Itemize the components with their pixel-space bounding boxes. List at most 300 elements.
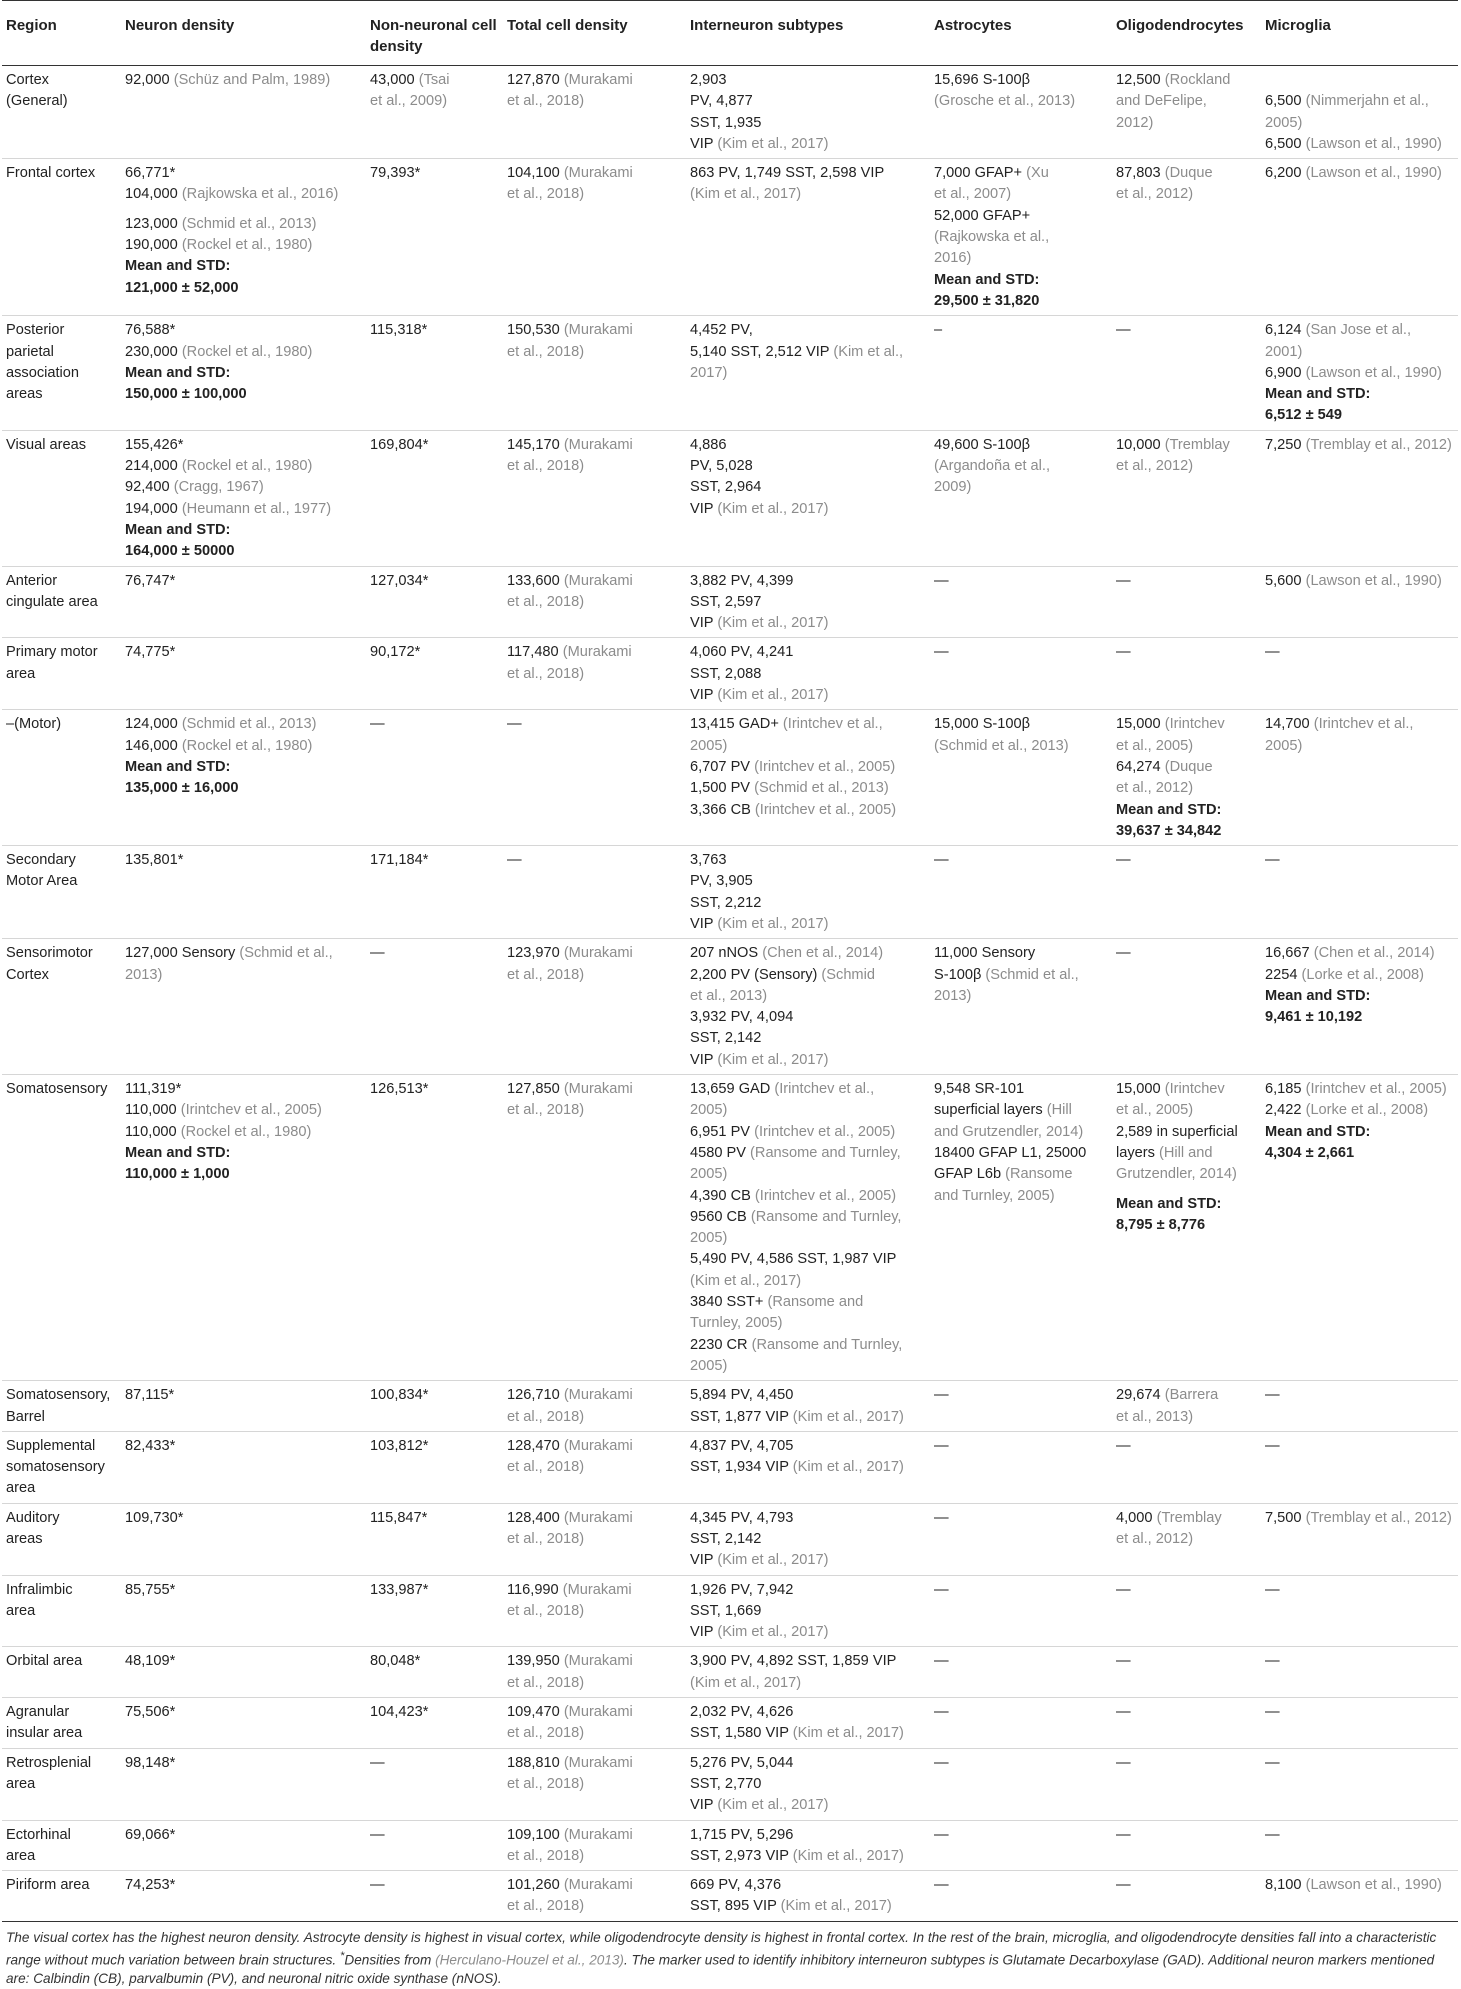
header-oligodendrocytes: Oligodendrocytes	[1112, 1, 1261, 66]
cell-line	[690, 736, 926, 757]
cell-line	[1265, 1436, 1454, 1457]
cell-line	[690, 943, 926, 964]
cell-line	[6, 1407, 117, 1428]
citation-text: (Rockel et al., 1980)	[181, 343, 313, 360]
value-text: 109,470	[507, 1704, 564, 1721]
cell-line	[1116, 642, 1257, 663]
microglia-cell	[1261, 1503, 1458, 1575]
cell-line	[690, 1622, 926, 1643]
total-density-cell	[503, 939, 686, 1075]
citation-text: (Rockel et al., 1980)	[181, 458, 313, 475]
cell-line	[690, 1896, 926, 1917]
region-cell	[2, 1748, 121, 1820]
non-neuronal-density-cell	[366, 939, 503, 1075]
value-text: S-100β	[934, 966, 986, 983]
microglia-cell	[1261, 1381, 1458, 1432]
value-text: 6,500	[1265, 135, 1306, 152]
cell-line	[934, 1385, 1108, 1406]
value-text: 169,804*	[370, 436, 429, 453]
value-text: —	[1116, 1653, 1131, 1670]
cell-line	[690, 1508, 926, 1529]
cell-line	[125, 778, 362, 799]
value-text: 155,426*	[125, 436, 184, 453]
region-cell	[2, 66, 121, 159]
value-text: Sensorimotor	[6, 945, 93, 962]
value-text: 76,747*	[125, 572, 176, 589]
cell-line	[934, 291, 1108, 312]
total-density-cell	[503, 1075, 686, 1381]
table-row	[2, 939, 1458, 1075]
value-text: 164,000 ± 50000	[125, 543, 235, 560]
neuron-density-cell	[121, 1871, 366, 1922]
caption-citation: (Herculano-Houzel et al., 2013)	[435, 1952, 624, 1968]
cell-line	[6, 642, 117, 663]
astrocytes-cell	[930, 939, 1112, 1075]
table-row	[2, 1698, 1458, 1749]
citation-text: (Murakami	[562, 644, 632, 661]
cell-line	[1116, 757, 1257, 778]
value-text: 133,600	[507, 572, 564, 589]
cell-line	[1116, 435, 1257, 456]
cell-line	[507, 1079, 682, 1100]
cell-line	[1265, 642, 1454, 663]
cell-line	[507, 1508, 682, 1529]
value-text: 6,500	[1265, 93, 1306, 110]
cell-line	[507, 1774, 682, 1795]
cell-line	[690, 1122, 926, 1143]
citation-text: et al., 2018)	[507, 343, 585, 360]
cell-line	[934, 248, 1108, 269]
citation-text: et al., 2018)	[507, 186, 585, 203]
citation-text: (Kim et al., 2017)	[717, 1051, 829, 1068]
microglia-cell	[1261, 430, 1458, 566]
citation-text: (Rajkowska et al.,	[934, 229, 1050, 246]
cell-line	[125, 1508, 362, 1529]
region-cell	[2, 638, 121, 710]
cell-line	[1116, 91, 1257, 112]
value-text: 2,200 PV (Sensory)	[690, 966, 822, 983]
citation-text: (Schmid et al.,	[239, 945, 333, 962]
non-neuronal-density-cell	[366, 1381, 503, 1432]
value-text: SST, 2,973 VIP	[690, 1847, 793, 1864]
oligodendrocytes-cell	[1112, 1820, 1261, 1871]
header-neuron-density: Neuron density	[121, 1, 366, 66]
cell-line	[6, 1825, 117, 1846]
cell-line	[934, 736, 1108, 757]
cell-line	[690, 1457, 926, 1478]
value-text: —	[1116, 572, 1131, 589]
value-text: —	[1265, 852, 1280, 869]
microglia-cell	[1261, 1698, 1458, 1749]
cell-line	[6, 1651, 117, 1672]
value-text: SST, 2,964	[690, 479, 762, 496]
value-text: PV, 4,877	[690, 93, 753, 110]
citation-text: et al., 2018)	[507, 966, 585, 983]
value-text: —	[370, 716, 385, 733]
citation-text: (Kim et al., 2017)	[717, 615, 829, 632]
cell-line	[6, 342, 117, 363]
value-text: cingulate area	[6, 593, 98, 610]
cell-line	[507, 70, 682, 91]
cell-line	[1265, 1825, 1454, 1846]
value-text: SST, 2,088	[690, 665, 762, 682]
value-text: 150,000 ± 100,000	[125, 386, 247, 403]
cell-line	[690, 800, 926, 821]
value-text: 69,066*	[125, 1826, 176, 1843]
cell-line	[1265, 342, 1454, 363]
cell-line	[125, 943, 362, 964]
value-text: SST, 1,935	[690, 114, 762, 131]
cell-line	[934, 1436, 1108, 1457]
citation-text: (Kim et al., 2017)	[792, 1725, 904, 1742]
citation-text: (Murakami	[563, 1653, 633, 1670]
cell-line	[934, 1753, 1108, 1774]
non-neuronal-density-cell	[366, 1503, 503, 1575]
cell-line	[690, 1249, 926, 1270]
cell-line	[1116, 320, 1257, 341]
cell-line	[507, 1723, 682, 1744]
value-text: Mean and STD:	[1265, 987, 1371, 1004]
region-cell	[2, 710, 121, 846]
interneuron-subtypes-cell	[686, 66, 930, 159]
value-text: —	[934, 1653, 949, 1670]
citation-text: (Irintchev et al.,	[774, 1081, 875, 1098]
neuron-density-cell	[121, 939, 366, 1075]
non-neuronal-density-cell	[366, 566, 503, 638]
table-row	[2, 1075, 1458, 1381]
cell-line	[1116, 1753, 1257, 1774]
cell-line	[934, 943, 1108, 964]
value-text: —	[934, 1877, 949, 1894]
header-region: Region	[2, 1, 121, 66]
citation-text: (Duque	[1164, 165, 1213, 182]
cell-line	[507, 571, 682, 592]
value-text: 669 PV, 4,376	[690, 1877, 782, 1894]
cell-line	[690, 1825, 926, 1846]
value-text: 1,500 PV	[690, 780, 755, 797]
interneuron-subtypes-cell	[686, 1075, 930, 1381]
microglia-cell	[1261, 1075, 1458, 1381]
neuron-density-cell	[121, 1381, 366, 1432]
cell-line	[1265, 1875, 1454, 1896]
cell-line	[1116, 1079, 1257, 1100]
citation-text: (Kim et al., 2017)	[717, 500, 829, 517]
cell-line	[125, 736, 362, 757]
value-text: Motor Area	[6, 873, 78, 890]
cell-line	[1116, 1407, 1257, 1428]
cell-line	[125, 384, 362, 405]
astrocytes-cell	[930, 1575, 1112, 1647]
citation-text: (Ransome and Turnley,	[750, 1144, 901, 1161]
cell-line	[1265, 1100, 1454, 1121]
citation-text: (Schmid et al., 2013)	[934, 737, 1069, 754]
value-text: Barrel	[6, 1408, 45, 1425]
non-neuronal-density-cell	[366, 316, 503, 430]
value-text: —	[1116, 1826, 1131, 1843]
cell-line	[934, 1143, 1108, 1164]
citation-text: 2009)	[934, 479, 972, 496]
value-text: SST, 1,877 VIP	[690, 1408, 793, 1425]
cell-line	[125, 757, 362, 778]
cell-line	[690, 1292, 926, 1313]
cell-line	[690, 1795, 926, 1816]
value-text: 139,950	[507, 1653, 564, 1670]
cell-line	[1265, 850, 1454, 871]
cell-line	[690, 134, 926, 155]
citation-text: (Chen et al., 2014)	[762, 945, 884, 962]
cell-line	[6, 714, 117, 735]
cell-line	[934, 714, 1108, 735]
cell-line	[690, 1356, 926, 1377]
astrocytes-cell	[930, 1748, 1112, 1820]
value-text: 5,894 PV, 4,450	[690, 1387, 794, 1404]
astrocytes-cell	[930, 1381, 1112, 1432]
cell-line	[125, 1122, 362, 1143]
total-density-cell	[503, 316, 686, 430]
cell-line	[125, 642, 362, 663]
citation-text: (Murakami	[563, 322, 633, 339]
value-text: 15,000	[1116, 716, 1165, 733]
cell-line	[507, 642, 682, 663]
cell-line	[690, 456, 926, 477]
microglia-cell	[1261, 66, 1458, 159]
oligodendrocytes-cell	[1112, 159, 1261, 316]
non-neuronal-density-cell	[366, 1575, 503, 1647]
cell-line	[1265, 1508, 1454, 1529]
value-text: 230,000	[125, 343, 182, 360]
cell-line	[507, 1651, 682, 1672]
cell-line	[690, 893, 926, 914]
table-caption	[2, 1922, 1458, 1989]
citation-text: et al., 2012)	[1116, 186, 1194, 203]
region-cell	[2, 1871, 121, 1922]
total-density-cell	[503, 1575, 686, 1647]
table-row	[2, 710, 1458, 846]
cell-line	[6, 943, 117, 964]
cell-line	[1116, 1436, 1257, 1457]
value-text: —	[507, 716, 522, 733]
cell-line	[370, 642, 499, 663]
citation-text: and Grutzendler, 2014)	[934, 1123, 1084, 1140]
table-row	[2, 1575, 1458, 1647]
value-text: area	[6, 1775, 36, 1792]
citation-text: (Irintchev et al., 2005)	[754, 801, 897, 818]
microglia-cell	[1261, 1871, 1458, 1922]
citation-text: et al., 2018)	[507, 593, 585, 610]
citation-text: (Kim et al.,	[833, 343, 904, 360]
neuron-density-cell	[121, 1503, 366, 1575]
citation-text: et al., 2012)	[1116, 458, 1194, 475]
value-text: 135,801*	[125, 852, 184, 869]
value-text: layers	[1116, 1144, 1159, 1161]
cell-line	[125, 499, 362, 520]
cell-line	[6, 384, 117, 405]
citation-text: (Cragg, 1967)	[173, 479, 264, 496]
cell-line	[690, 871, 926, 892]
cell-line	[1116, 821, 1257, 842]
cell-line	[1116, 1702, 1257, 1723]
value-text: 5,140 SST, 2,512 VIP	[690, 343, 834, 360]
cell-line	[125, 235, 362, 256]
citation-text: (Rockel et al., 1980)	[180, 1123, 312, 1140]
value-text: 29,674	[1116, 1387, 1165, 1404]
cell-line	[934, 1875, 1108, 1896]
value-text: 110,000	[125, 1123, 181, 1140]
astrocytes-cell	[930, 430, 1112, 566]
value-text: VIP	[690, 1624, 718, 1641]
value-text: insular area	[6, 1725, 83, 1742]
oligodendrocytes-cell	[1112, 430, 1261, 566]
value-text: 15,000	[1116, 1081, 1165, 1098]
value-text: areas	[6, 1531, 43, 1547]
value-text: SST, 2,597	[690, 593, 762, 610]
oligodendrocytes-cell	[1112, 638, 1261, 710]
cell-line	[934, 1100, 1108, 1121]
value-text: 3,882 PV, 4,399	[690, 572, 794, 589]
citation-text: (Murakami	[563, 165, 633, 182]
citation-text: (Kim et al., 2017)	[792, 1408, 904, 1425]
cell-line	[934, 270, 1108, 291]
value-text: —	[1265, 644, 1280, 661]
microglia-cell	[1261, 939, 1458, 1075]
total-density-cell	[503, 566, 686, 638]
cell-line	[1116, 778, 1257, 799]
interneuron-subtypes-cell	[686, 1748, 930, 1820]
cell-line	[370, 320, 499, 341]
cell-line	[125, 1164, 362, 1185]
value-text: —	[1265, 1437, 1280, 1454]
cell-line	[6, 1436, 117, 1457]
cell-line	[1116, 571, 1257, 592]
cell-line	[934, 1508, 1108, 1529]
cell-line	[934, 320, 1108, 341]
oligodendrocytes-cell	[1112, 1503, 1261, 1575]
region-cell	[2, 846, 121, 939]
value-text: 3,932 PV, 4,094	[690, 1009, 794, 1026]
value-text: 3,366 CB	[690, 801, 755, 818]
cell-line	[507, 184, 682, 205]
cell-line	[507, 1896, 682, 1917]
value-text: 111,319*	[125, 1081, 182, 1098]
interneuron-subtypes-cell	[686, 430, 930, 566]
citation-text: 2012)	[1116, 114, 1154, 131]
cell-line	[125, 320, 362, 341]
value-text: Cortex	[6, 966, 49, 983]
value-text: SST, 1,934 VIP	[690, 1459, 793, 1476]
value-text: 8,100	[1265, 1877, 1306, 1894]
citation-text: 2005)	[690, 1357, 728, 1374]
table-row	[2, 316, 1458, 430]
value-text: 2,422	[1265, 1102, 1306, 1119]
value-text: 190,000	[125, 237, 182, 254]
value-text: SST, 2,142	[690, 1030, 762, 1047]
total-density-cell	[503, 638, 686, 710]
cell-line	[690, 1007, 926, 1028]
value-text: Mean and STD:	[1116, 801, 1222, 818]
value-text: 4,304 ± 2,661	[1265, 1144, 1355, 1161]
cell-line	[507, 1753, 682, 1774]
citation-text: (Kim et al., 2017)	[717, 1552, 829, 1569]
cell-density-table	[2, 0, 1458, 1922]
value-text: Agranular	[6, 1704, 70, 1721]
value-text: —	[1116, 1754, 1131, 1771]
citation-text: (Murakami	[563, 1704, 633, 1721]
cell-line	[934, 184, 1108, 205]
value-text: VIP	[690, 500, 718, 517]
oligodendrocytes-cell	[1112, 566, 1261, 638]
cell-line	[1116, 1651, 1257, 1672]
cell-line	[370, 850, 499, 871]
cell-line	[690, 1529, 926, 1550]
total-density-cell	[503, 1871, 686, 1922]
microglia-cell	[1261, 846, 1458, 939]
cell-line	[1265, 1143, 1454, 1164]
citation-text: (Lawson et al., 1990)	[1305, 1877, 1442, 1894]
cell-line	[1265, 1122, 1454, 1143]
value-text: VIP	[690, 1552, 718, 1569]
neuron-density-cell	[121, 1647, 366, 1698]
value-text: 115,847*	[370, 1509, 428, 1526]
cell-line	[370, 1702, 499, 1723]
cell-line	[690, 70, 926, 91]
cell-line	[370, 1580, 499, 1601]
value-text: —	[1265, 1581, 1280, 1598]
oligodendrocytes-cell	[1112, 710, 1261, 846]
microglia-cell	[1261, 710, 1458, 846]
table-row	[2, 1503, 1458, 1575]
astrocytes-cell	[930, 316, 1112, 430]
value-text: 110,000 ± 1,000	[125, 1166, 230, 1183]
table-row	[2, 430, 1458, 566]
cell-line	[6, 1580, 117, 1601]
citation-text: (Hill	[1046, 1102, 1072, 1119]
value-text: Cortex	[6, 72, 49, 88]
astrocytes-cell	[930, 638, 1112, 710]
value-text: 6,124	[1265, 322, 1306, 339]
cell-line	[690, 1228, 926, 1249]
citation-text: (Rockland	[1164, 72, 1231, 88]
value-text: 146,000	[125, 737, 182, 754]
value-text: somatosensory	[6, 1459, 105, 1476]
non-neuronal-density-cell	[366, 1075, 503, 1381]
cell-line	[1116, 456, 1257, 477]
value-text: Frontal cortex	[6, 165, 96, 182]
value-text: 207 nNOS	[690, 945, 763, 962]
value-text: —	[507, 852, 522, 869]
cell-line	[125, 435, 362, 456]
citation-text: (Tremblay et al., 2012)	[1305, 1509, 1452, 1526]
value-text: VIP	[690, 135, 718, 152]
cell-line	[125, 520, 362, 541]
value-text: —	[1116, 322, 1131, 339]
cell-line	[1265, 986, 1454, 1007]
value-text: 4,452 PV,	[690, 322, 753, 339]
cell-line	[1265, 571, 1454, 592]
cell-line	[690, 1875, 926, 1896]
cell-line	[690, 1436, 926, 1457]
oligodendrocytes-cell	[1112, 1075, 1261, 1381]
citation-text: 2005)	[690, 1230, 728, 1247]
citation-text: 2005)	[1265, 737, 1303, 754]
cell-line	[125, 1580, 362, 1601]
table-body	[2, 66, 1458, 1922]
value-text: 2230 CR	[690, 1336, 752, 1353]
cell-line	[934, 986, 1108, 1007]
cell-line	[6, 1702, 117, 1723]
citation-text: (Kim et al., 2017)	[717, 135, 829, 152]
value-text: VIP	[690, 1051, 718, 1068]
value-text: 104,100	[507, 165, 564, 182]
